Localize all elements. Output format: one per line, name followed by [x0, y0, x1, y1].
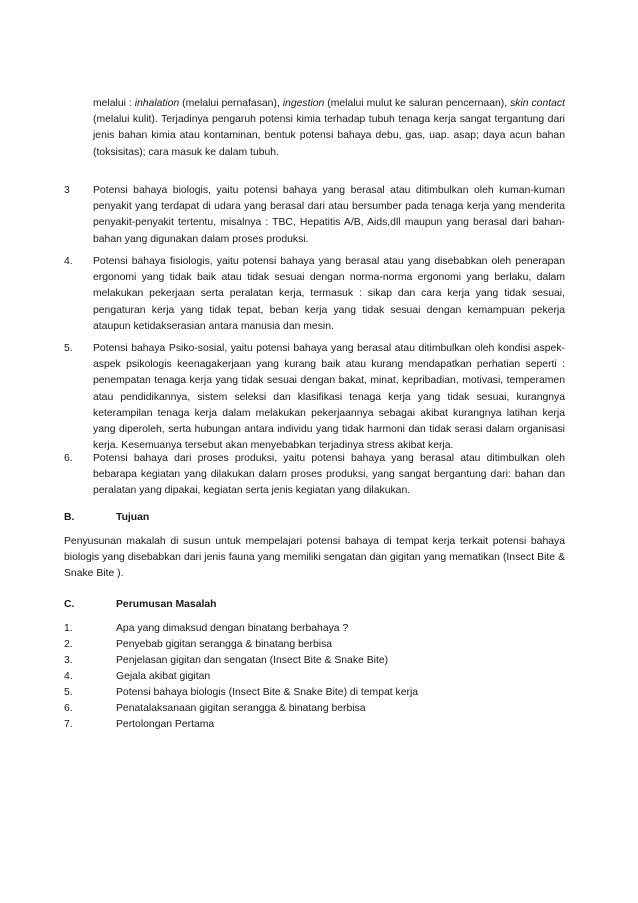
section-b-label: B.: [64, 512, 75, 523]
term-inhalation: inhalation: [134, 98, 180, 109]
list-item: Penatalaksanaan gigitan serangga & binatang berbisa: [116, 703, 366, 714]
list-item: Penjelasan gigitan dan sengatan (Insect Bite & Snake Bite): [116, 655, 389, 666]
section-b-title: Tujuan: [116, 512, 150, 523]
intro-mid-1: (melalui pernafasan),: [179, 98, 283, 109]
item-paragraph: Potensi bahaya Psiko-sosial, yaitu potensi bahaya yang berasal atau ditimbulkan oleh kondisi aspek-aspek psikologis keenagakerjaan yang kurang baik atau kurang mendapatkan perhatian seperti : penempatan tenaga kerja yang tidak sesuai dengan bakat, minat, kepribadian, motivasi, temperamen atau pendidikannya, sistem seleksi dan klasifikasi tenaga kerja yang tidak sesuai, kurangnya keterampilan tenaga kerja dalam melakukan pekerjaannya sebagai akibat kurangnya latihan kerja yang diperoleh, serta hubungan antara individu yang tidak harmoni dan tidak serasi dalam organisasi kerja. Kesemuanya tersebut akan menyebabkan terjadinya stress akibat kerja.: [93, 343, 565, 452]
list-item: Apa yang dimaksud dengan binatang berbahaya ?: [116, 623, 349, 634]
list-item-number: 6.: [64, 703, 73, 714]
term-ingestion: ingestion: [282, 98, 325, 109]
list-item-number: 2.: [64, 639, 73, 650]
list-item-number: 4.: [64, 671, 73, 682]
item-paragraph: Potensi bahaya fisiologis, yaitu potensi bahaya yang berasal atau yang disebabkan oleh penerapan ergonomi yang tidak baik atau tidak sesuai dengan norma-norma ergonomi yang berlaku, dalam melakukan pekerjaan serta peralatan kerja, termasuk : sikap dan cara kerja yang tidak sesuai, pengaturan kerja yang tidak tepat, beban kerja yang tidak sesuai dengan kemampuan pekerja ataupun ketidakserasian antara manusia dan mesin.: [93, 256, 565, 332]
item-number: 5.: [64, 343, 73, 354]
list-item: Pertolongan Pertama: [116, 719, 215, 730]
list-item: Gejala akibat gigitan: [116, 671, 211, 682]
list-item-number: 1.: [64, 623, 73, 634]
section-b-body: Penyusunan makalah di susun untuk mempelajari potensi bahaya di tempat kerja terkait potensi bahaya biologis yang disebabkan dari jenis fauna yang memiliki sengatan dan gigitan yang mematikan (Insect Bite & Snake Bite ).: [64, 536, 565, 580]
list-item: Potensi bahaya biologis (Insect Bite & Snake Bite) di tempat kerja: [116, 687, 419, 698]
list-item: Penyebab gigitan serangga & binatang berbisa: [116, 639, 333, 650]
intro-post: (melalui kulit). Terjadinya pengaruh potensi kimia terhadap tubuh tenaga kerja sangat tergantung dari jenis bahan kimia atau kontaminan, bentuk potensi bahaya debu, gas, uap. asap; daya acun bahan (toksisitas); cara masuk ke dalam tubuh.: [93, 114, 565, 158]
intro-pre: melalui :: [93, 98, 135, 109]
list-item-number: 3.: [64, 655, 73, 666]
list-item-number: 5.: [64, 687, 73, 698]
section-c-label: C.: [64, 599, 75, 610]
section-c-title: Perumusan Masalah: [116, 599, 217, 610]
item-number: 6.: [64, 453, 73, 464]
item-paragraph: Potensi bahaya biologis, yaitu potensi bahaya yang berasal atau ditimbulkan oleh kuman-kuman penyakit yang terdapat di udara yang berasal dari atau bersumber pada tenaga kerja yang menderita penyakit-penyakit tertentu, misalnya : TBC, Hepatitis A/B, Aids,dll maupun yang berasal dari bahan-bahan yang digunakan dalam proses produksi.: [93, 185, 565, 245]
intro-paragraph: [93, 96, 565, 161]
item-number: 3: [64, 185, 70, 196]
intro-mid-2: (melalui mulut ke saluran pencernaan),: [324, 98, 511, 109]
term-skin-contact: skin contact: [510, 98, 565, 109]
item-paragraph: Potensi bahaya dari proses produksi, yaitu potensi bahaya yang berasal atau ditimbulkan oleh bebarapa kegiatan yang dilakukan dalam proses produksi, yang sangat bergantung dari: bahan dan peralatan yang dipakai, kegiatan serta jenis kegiatan yang dilakukan.: [93, 453, 565, 497]
item-number: 4.: [64, 256, 73, 267]
list-item-number: 7.: [64, 719, 73, 730]
